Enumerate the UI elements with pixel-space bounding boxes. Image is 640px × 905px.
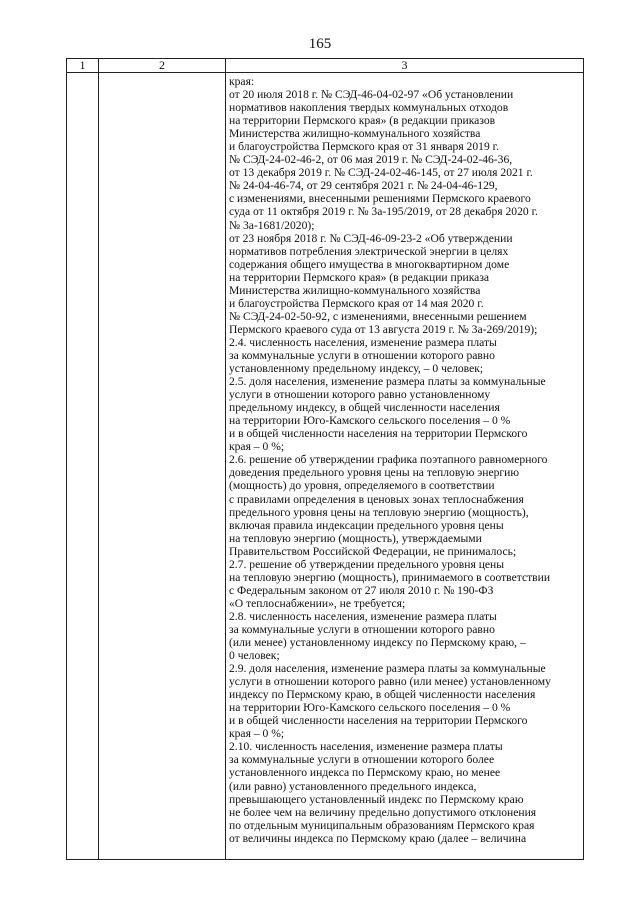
text-line: на тепловую энергию (мощность), утверждаемыми: [229, 531, 482, 545]
text-line: на тепловую энергию (мощность), принимаемого в соответствии: [229, 570, 551, 584]
text-line: края – 0 %;: [229, 440, 285, 454]
text-line: на территории Пермского края» (в редакции приказа: [229, 270, 490, 284]
text-line: предельного уровня цены на тепловую энергию (мощность),: [229, 505, 529, 519]
text-line: 2.8. численность населения, изменение размера платы: [229, 609, 497, 623]
text-line: на территории Юго-Камского сельского поселения – 0 %: [229, 701, 511, 715]
text-line: установленному предельному индексу, – 0 человек;: [229, 362, 484, 376]
text-line: (мощность) до уровня, определяемого в соответствии: [229, 479, 495, 493]
text-line: Правительством Российской Федерации, не принималось;: [229, 544, 517, 558]
text-line: и в общей численности населения на территории Пермского: [229, 427, 528, 441]
column-header-2: 2: [99, 59, 226, 73]
text-line: и в общей численности населения на территории Пермского: [229, 714, 528, 728]
table-row: [67, 73, 584, 860]
text-line: 2.9. доля населения, изменение размера платы за коммунальные: [229, 662, 546, 676]
column-header-1: 1: [67, 59, 99, 73]
text-line: с правилами определения в ценовых зонах теплоснабжения: [229, 492, 524, 506]
text-line: и благоустройства Пермского края от 31 января 2019 г.: [229, 140, 499, 154]
document-table: [66, 58, 584, 860]
text-line: 2.10. численность населения, изменение размера платы: [229, 740, 503, 754]
text-line: услуги в отношении которого равно установленному: [229, 388, 491, 402]
text-line: суда от 11 октября 2019 г. № 3а-195/2019, от 28 декабря 2020 г.: [229, 205, 538, 219]
text-line: услуги в отношении которого равно (или менее) установленному: [229, 675, 551, 689]
table-cell-col2: [99, 73, 226, 860]
text-line: 2.4. численность населения, изменение размера платы: [229, 335, 497, 349]
text-line: края – 0 %;: [229, 727, 285, 741]
text-line: доведения предельного уровня цены на тепловую энергию: [229, 466, 520, 480]
text-line: (или менее) установленному индексу по Пермскому краю, –: [229, 636, 526, 650]
text-line: превышающего установленный индекс по Пермскому краю: [229, 792, 524, 806]
text-line: с Федеральным законом от 27 июля 2010 г. № 190-ФЗ: [229, 583, 494, 597]
cell-text: [226, 73, 583, 845]
text-line: установленного индекса по Пермскому краю, но менее: [229, 766, 501, 780]
text-line: 2.6. решение об утверждении графика поэтапного равномерного: [229, 453, 548, 467]
text-line: от 23 ноября 2018 г. № СЭД-46-09-23-2 «Об утверждении: [229, 231, 513, 245]
page-number: 165: [308, 36, 332, 52]
text-line: № СЭД-24-02-50-92, с изменениями, внесенными решением: [229, 309, 527, 323]
text-line: от величины индекса по Пермскому краю (далее – величина: [229, 831, 527, 845]
text-line: «О теплоснабжении», не требуется;: [229, 596, 406, 610]
text-line: на территории Юго-Камского сельского поселения – 0 %: [229, 414, 511, 428]
text-line: нормативов накопления твердых коммунальных отходов: [229, 101, 509, 115]
text-line: и благоустройства Пермского края от 14 мая 2020 г.: [229, 296, 484, 310]
text-line: индексу по Пермскому краю, в общей численности населения: [229, 688, 536, 702]
text-line: Министерства жилищно-коммунального хозяйства: [229, 283, 481, 297]
text-line: содержания общего имущества в многоквартирном доме: [229, 257, 510, 271]
text-line: № 24-04-46-74, от 29 сентября 2021 г. № 24-04-46-129,: [229, 179, 498, 193]
text-line: Министерства жилищно-коммунального хозяйства: [229, 127, 481, 141]
column-header-3: 3: [226, 59, 584, 73]
text-line: нормативов потребления электрической энергии в целях: [229, 244, 509, 258]
text-line: от 20 июля 2018 г. № СЭД-46-04-02-97 «Об установлении: [229, 88, 514, 102]
text-line: (или равно) установленного предельного индекса,: [229, 779, 477, 793]
text-line: на территории Пермского края» (в редакции приказов: [229, 114, 496, 128]
text-line: 0 человек;: [229, 649, 280, 663]
text-line: от 13 декабря 2019 г. № СЭД-24-02-46-145, от 27 июля 2021 г.: [229, 166, 533, 180]
text-line: № СЭД-24-02-46-2, от 06 мая 2019 г. № СЭД-24-02-46-36,: [229, 153, 513, 167]
text-line: включая правила индексации предельного уровня цены: [229, 518, 504, 532]
text-line: 2.7. решение об утверждении предельного уровня цены: [229, 557, 505, 571]
text-line: предельному индексу, в общей численности населения: [229, 401, 500, 415]
text-line: с изменениями, внесенными решениями Пермского краевого: [229, 192, 531, 206]
text-line: края:: [229, 75, 255, 88]
text-line: за коммунальные услуги в отношении которого равно: [229, 348, 495, 362]
text-line: 2.5. доля населения, изменение размера платы за коммунальные: [229, 375, 546, 389]
text-line: за коммунальные услуги в отношении которого более: [229, 753, 495, 767]
table-cell-col3: [226, 73, 584, 860]
text-line: не более чем на величину предельно допустимого отклонения: [229, 805, 537, 819]
table-cell-col1: [67, 73, 99, 860]
text-line: за коммунальные услуги в отношении которого равно: [229, 622, 495, 636]
text-line: № 3а-1681/2020);: [229, 218, 315, 232]
text-line: по отдельным муниципальным образованиям Пермского края: [229, 818, 535, 832]
table-header-row: [67, 59, 584, 73]
text-line: Пермского краевого суда от 13 августа 2019 г. № 3а-269/2019);: [229, 322, 538, 336]
